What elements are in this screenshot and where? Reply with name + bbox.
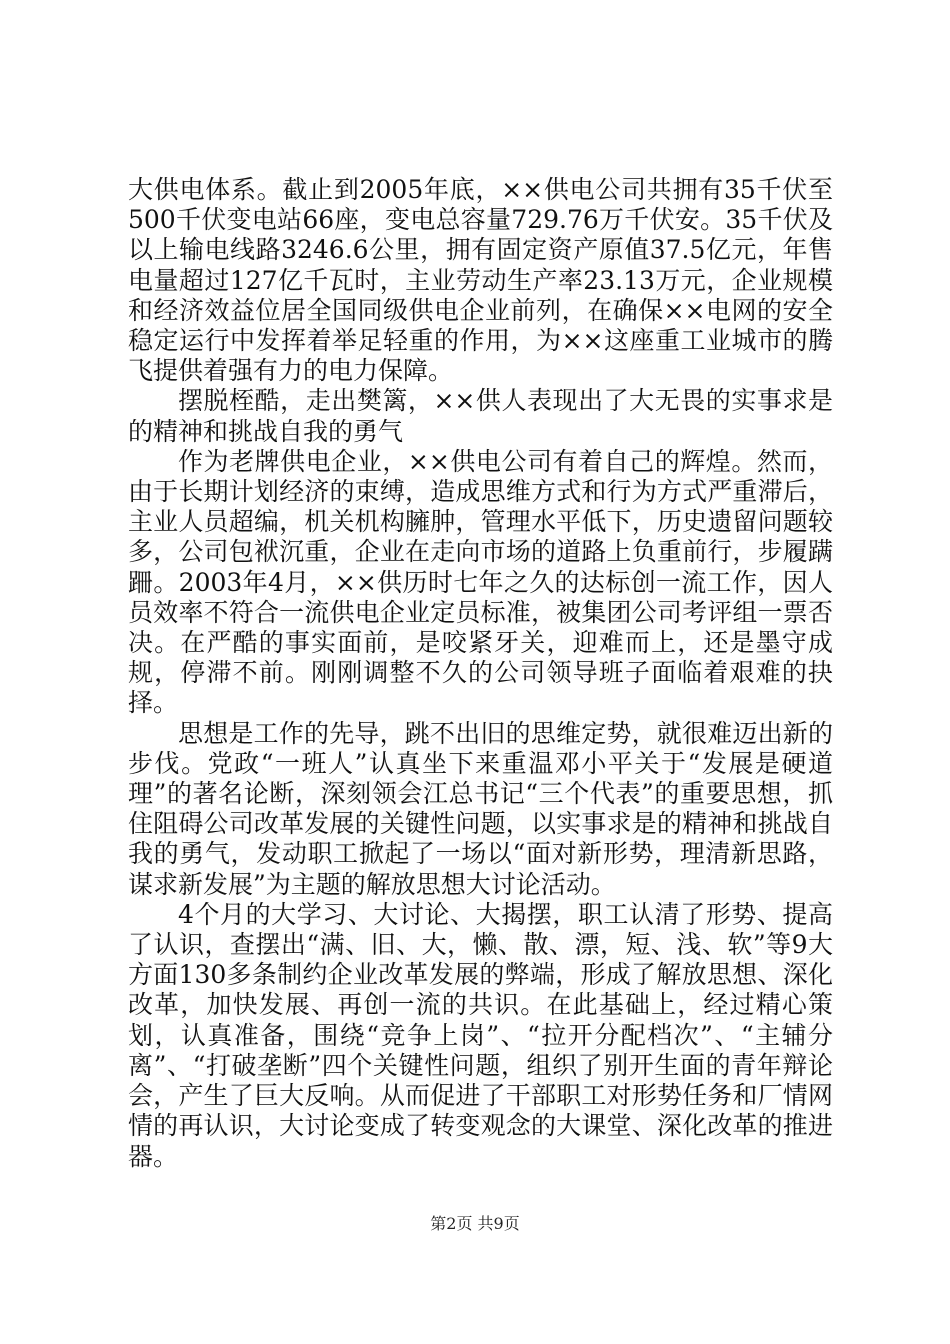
paragraph: 4个月的大学习、大讨论、大揭摆，职工认清了形势、提高了认识，查摆出“满、旧、大，懒、散、漂，短、浅、软”等9大方面130多条制约企业改革发展的弊端，形成了解放思想、深化改革，加快发展、再创一流的共识。在此基础上，经过精心策划，认真准备，围绕“竞争上岗”、“拉开分配档次”、“主辅分离”、“打破垄断”四个关键性问题，组织了别开生面的青年辩论会，产生了巨大反响。从而促进了干部职工对形势任务和厂情网情的再认识，大讨论变成了转变观念的大课堂、深化改革的推进器。: [128, 899, 833, 1171]
paragraph: 作为老牌供电企业，××供电公司有着自己的辉煌。然而，由于长期计划经济的束缚，造成思维方式和行为方式严重滞后，主业人员超编，机关机构臃肿，管理水平低下，历史遗留问题较多，公司包袱沉重，企业在走向市场的道路上负重前行，步履蹒跚。2003年4月，××供历时七年之久的达标创一流工作，因人员效率不符合一流供电企业定员标准，被集团公司考评组一票否决。在严酷的事实面前，是咬紧牙关，迎难而上，还是墨守成规，停滞不前。刚刚调整不久的公司领导班子面临着艰难的抉择。: [128, 446, 833, 718]
paragraph: 思想是工作的先导，跳不出旧的思维定势，就很难迈出新的步伐。党政“一班人”认真坐下来重温邓小平关于“发展是硬道理”的著名论断，深刻领会江总书记“三个代表”的重要思想，抓住阻碍公司改革发展的关键性问题，以实事求是的精神和挑战自我的勇气，发动职工掀起了一场以“面对新形势，理清新思路，谋求新发展”为主题的解放思想大讨论活动。: [128, 718, 833, 899]
page-footer: 第2页 共9页: [430, 1214, 520, 1233]
document-body: [128, 175, 833, 1172]
paragraph-continuation: 大供电体系。截止到2005年底，××供电公司共拥有35千伏至500千伏变电站66座，变电总容量729.76万千伏安。35千伏及以上输电线路3246.6公里，拥有固定资产原值37.5亿元，年售电量超过127亿千瓦时，主业劳动生产率23.13万元，企业规模和经济效益位居全国同级供电企业前列，在确保××电网的安全稳定运行中发挥着举足轻重的作用，为××这座重工业城市的腾飞提供着强有力的电力保障。: [128, 175, 833, 386]
paragraph-heading-line: 摆脱桎酷，走出樊篱，××供人表现出了大无畏的实事求是的精神和挑战自我的勇气: [128, 386, 833, 446]
